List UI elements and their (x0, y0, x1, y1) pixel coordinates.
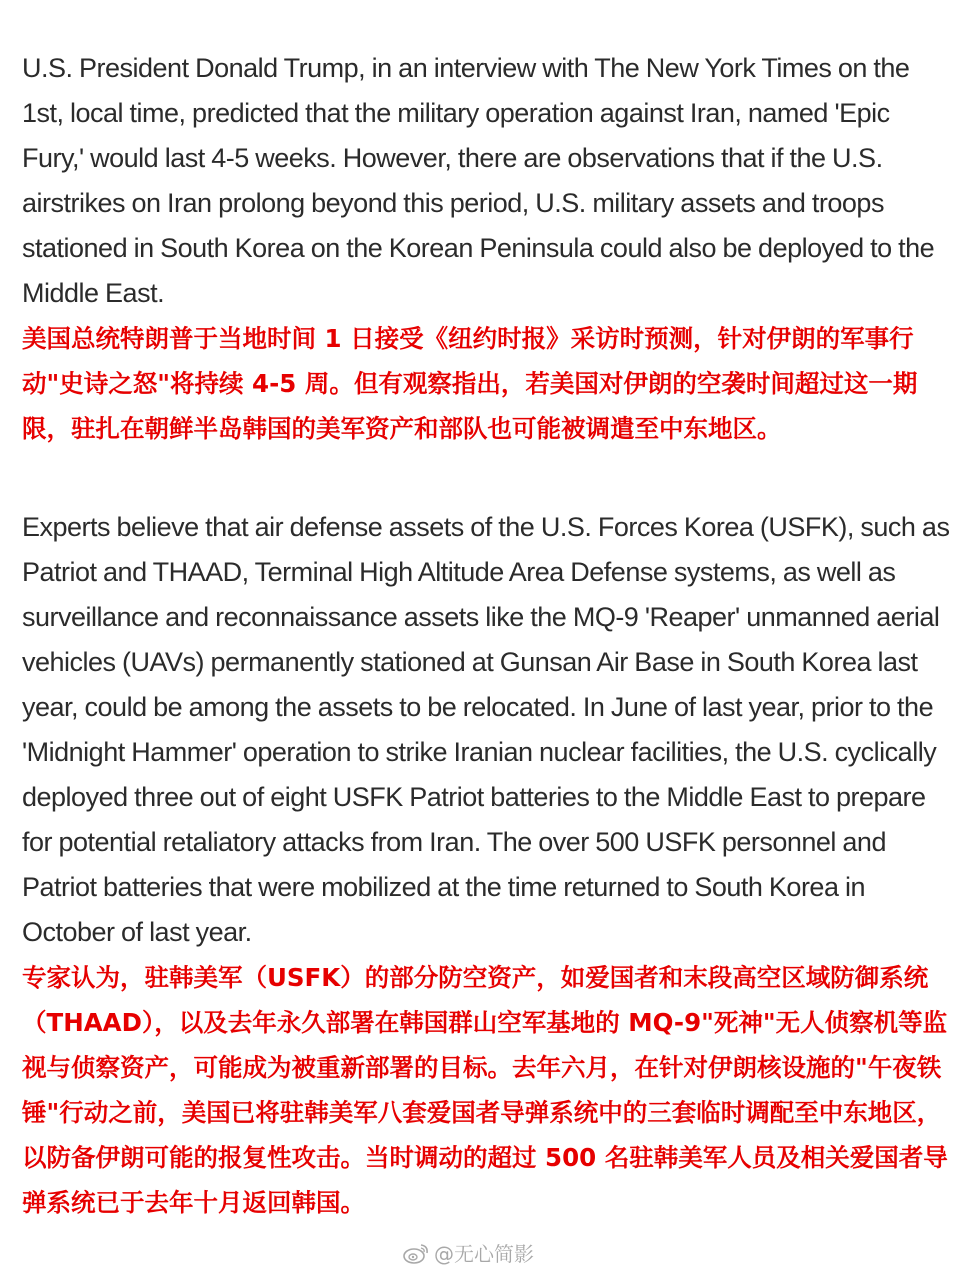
paragraph-1-chinese: 美国总统特朗普于当地时间 1 日接受《纽约时报》采访时预测，针对伊朗的军事行动"史诗之怒"将持续 4-5 周。但有观察指出，若美国对伊朗的空袭时间超过这一期限，驻扎在朝鲜半岛韩国的美军资产和部队也可能被调遣至中东地区。 (22, 324, 918, 443)
paragraph-1-english: U.S. President Donald Trump, in an interview with The New York Times on the 1st, local time, predicted that the military operation against Iran, named 'Epic Fury,' would last 4-5 weeks. However, there are observations that if the U.S. airstrikes on Iran prolong beyond this period, U.S. military assets and troops stationed in South Korea on the Korean Peninsula could also be deployed to the Middle East. (22, 53, 935, 308)
watermark (402, 1238, 534, 1267)
paragraph-2-english: Experts believe that air defense assets of the U.S. Forces Korea (USFK), such as Patriot and THAAD, Terminal High Altitude Area Defense systems, as well as surveillance and reconnaissance assets like the MQ-9 'Reaper' unmanned aerial vehicles (UAVs) permanently stationed at Gunsan Air Base in South Korea last year, could be among the assets to be relocated. In June of last year, prior to the 'Midnight Hammer' operation to strike Iranian nuclear facilities, the U.S. cyclically deployed three out of eight USFK Patriot batteries to the Middle East to prepare for potential retaliatory attacks from Iran. The over 500 USFK personnel and Patriot batteries that were mobilized at the time returned to South Korea in October of last year. (22, 512, 950, 947)
article-body (22, 46, 952, 1225)
watermark-text: @无心简影 (434, 1242, 534, 1266)
weibo-logo-icon (402, 1242, 430, 1264)
paragraph-2-chinese: 专家认为，驻韩美军（USFK）的部分防空资产，如爱国者和末段高空区域防御系统（THAAD），以及去年永久部署在韩国群山空军基地的 MQ-9"死神"无人侦察机等监视与侦察资产，可能成为被重新部署的目标。去年六月，在针对伊朗核设施的"午夜铁锤"行动之前，美国已将驻韩美军八套爱国者导弹系统中的三套临时调配至中东地区，以防备伊朗可能的报复性攻击。当时调动的超过 500 名驻韩美军人员及相关爱国者导弹系统已于去年十月返回韩国。 (22, 963, 948, 1217)
